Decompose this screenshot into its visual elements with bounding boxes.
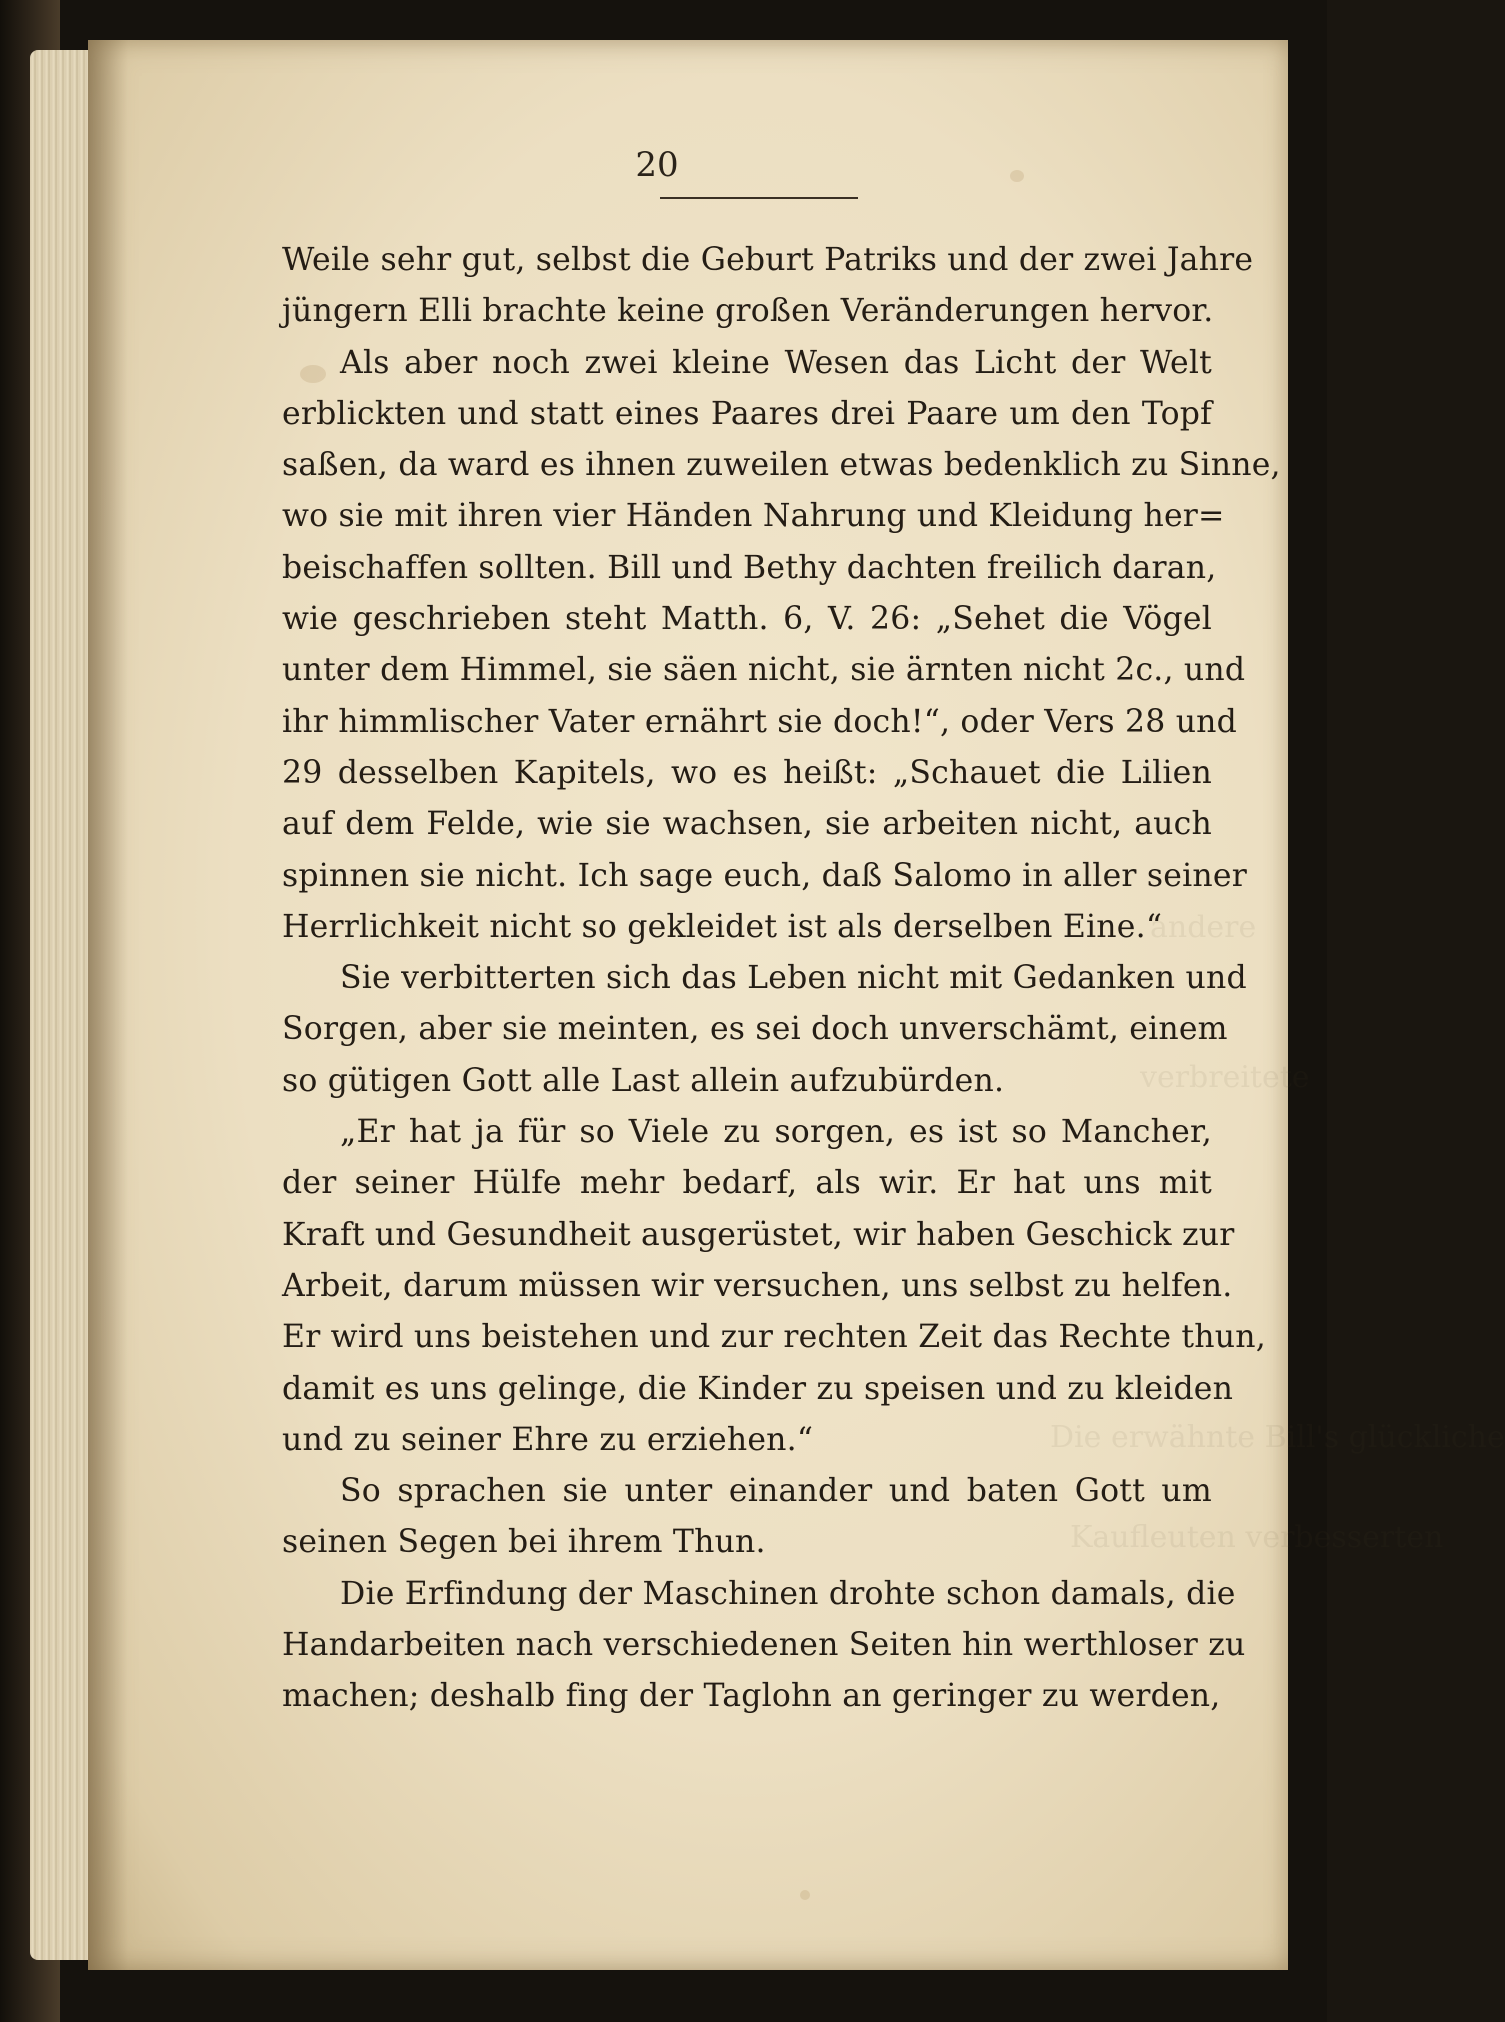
text-line: „Er hat ja für so Viele zu sorgen, es ist so Mancher, [340,1114,1212,1151]
text-line: Handarbeiten nach verschiedenen Seiten hin werthloser zu [282,1627,1246,1664]
text-line: seinen Segen bei ihrem Thun. [282,1524,766,1561]
header-rule [660,197,858,199]
text-line: Sie verbitterten sich das Leben nicht mit Gedanken und [340,960,1247,997]
text-line: wie geschrieben steht Matth. 6, V. 26: „Sehet die Vögel [282,601,1212,638]
text-line: und zu seiner Ehre zu erziehen.“ [282,1421,814,1458]
text-line: der seiner Hülfe mehr bedarf, als wir. Er hat uns mit [282,1165,1212,1202]
text-line: so gütigen Gott alle Last allein aufzubürden. [282,1062,1005,1099]
show-through-text: Die erwähnte Bill's glückliche [1050,1420,1505,1455]
show-through-text: verbreitete [1140,1060,1310,1095]
text-line: auf dem Felde, wie sie wachsen, sie arbeiten nicht, auch [282,806,1212,843]
text-line: machen; deshalb fing der Taglohn an geringer zu werden, [282,1678,1221,1715]
text-line: Kraft und Gesundheit ausgerüstet, wir haben Geschick zur [282,1216,1235,1253]
text-line: beischaffen sollten. Bill und Bethy dachten freilich daran, [282,549,1217,586]
text-line: Sorgen, aber sie meinten, es sei doch unverschämt, einem [282,1011,1228,1048]
text-line: Arbeit, darum müssen wir versuchen, uns selbst zu helfen. [282,1267,1233,1304]
text-line: damit es uns gelinge, die Kinder zu speisen und zu kleiden [282,1370,1234,1407]
text-line: Die Erfindung der Maschinen drohte schon damals, die [340,1575,1236,1612]
text-line: saßen, da ward es ihnen zuweilen etwas bedenklich zu Sinne, [282,447,1281,484]
text-line: spinnen sie nicht. Ich sage euch, daß Salomo in aller seiner [282,857,1247,894]
page-number: 20 [635,145,679,185]
foxing-stain [1010,170,1024,182]
text-line: So sprachen sie unter einander und baten Gott um [340,1473,1212,1510]
text-line: unter dem Himmel, sie säen nicht, sie ärnten nicht 2c., und [282,652,1246,689]
text-line: Weile sehr gut, selbst die Geburt Patriks und der zwei Jahre [282,242,1254,278]
text-line: Er wird uns beistehen und zur rechten Zeit das Rechte thun, [282,1319,1266,1356]
foxing-stain [800,1890,810,1900]
text-line: erblickten und statt eines Paares drei Paare um den Topf [282,395,1212,432]
text-line: Als aber noch zwei kleine Wesen das Licht der Welt [340,344,1212,381]
spine-shadow [88,40,128,1970]
text-line: wo sie mit ihren vier Händen Nahrung und Kleidung her= [282,498,1225,535]
text-line: jüngern Elli brachte keine großen Veränderungen hervor. [282,293,1214,330]
text-line: 29 desselben Kapitels, wo es heißt: „Schauet die Lilien [282,754,1212,791]
show-through-text: andere [1150,910,1257,945]
text-line: ihr himmlischer Vater ernährt sie doch!“, oder Vers 28 und [282,703,1238,740]
show-through-text: Kaufleuten verbesserten [1070,1520,1444,1555]
text-line: Herrlichkeit nicht so gekleidet ist als derselben Eine.“ [282,908,1163,945]
